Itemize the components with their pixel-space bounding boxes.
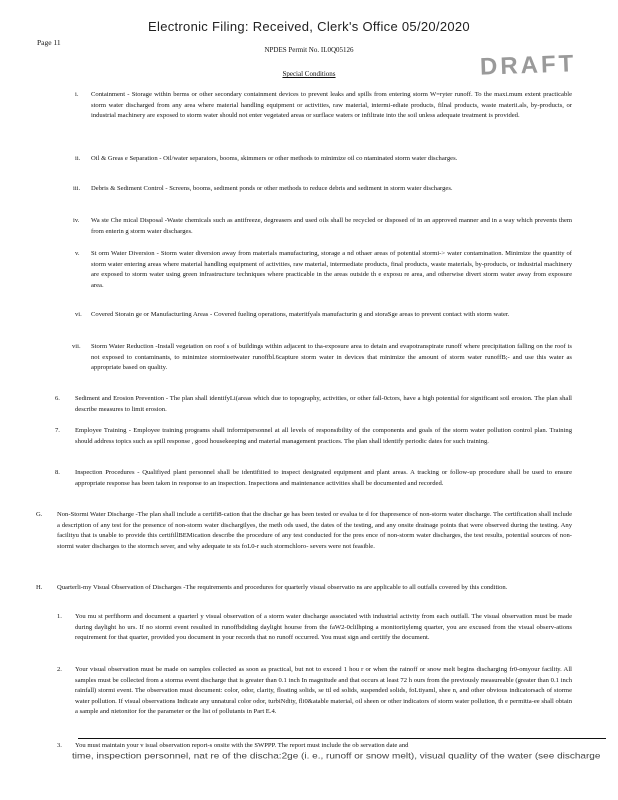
item-text: Inspection Procedures - Qualifiyed plant personnel shall be identifiiied to inspect designated equipment and plant areas. A tracking or follow-up procedure shall be used to ensure appropriate response has been taken in response to an inspection. Inspections and maintenance activities shall be documented and recorded. xyxy=(75,469,572,487)
item-label: v. xyxy=(75,250,80,257)
roman-item xyxy=(75,310,572,321)
item-text: Non-Stormi Water Discharge -The plan shall include a certifi8-cation that the dischar ge has been tested or evalua te d for thapresence of non-storm water discharge. The certification shall include a description of any test for the presence of non-storm water dischargilyes, the meth ods used, the dates of the testing, and any onsite drainage points that were observed during the testing. Any facilityu that is unable to provide this certifillBEMication describe the procedure of any test conducted for the pres ence of non-storm water discharges, the test results, potential sources of non-stormi water discharges to the stormch sever, and why adequate te sts foL0-r such stormchloro- severs were not feasible. xyxy=(57,511,572,550)
item-text: Storm Water Reduction -Install vegetation on roof s of buildings within adjacent to tha-exposure area to detain and evapotranspirate runoff where precipitation falling on the roof is not exposed to contaminants, to minimize stormioetwater runoffbl.6capture storm water in devices that minimize the amount of storm water runoffB;- and use this water as appropriate based on quality. xyxy=(91,343,572,372)
numbered-item xyxy=(55,394,572,415)
item-text: Oil & Greas e Separation - Oil/water separators, booms, skimmers or other methods to minimize oil co ntaminated storm water discharges. xyxy=(91,155,458,162)
item-text: Employee Training - Employee training programs shall informipersonnel at all levels of responsibility of the components and goals of the storm water pollution control plan. Training should address topics such as spill response , good housekeeping and material management practices. The plan shall identify periodic dates for such training. xyxy=(75,427,572,445)
item-text: You must maintain your v isual observation report-s onsite with the SWPPP. The report must include the ob servation date and xyxy=(75,742,409,749)
roman-item xyxy=(73,216,572,237)
roman-item xyxy=(72,342,572,374)
item-label: G. xyxy=(36,511,43,518)
item-text: Wa ste Che mical Disposal -Waste chemicals such as antifreeze, degreasers and used oils shall be recycled or disposed of in an approved manner and in a way which prevents them from enterin g storm water discharges. xyxy=(91,217,572,235)
item-label: 1. xyxy=(57,613,62,620)
item-text: Your visual observation must be made on samples collected as soon as practical, but not to exceed 1 hou r or when the rainoff or snow melt begins discharging fr0-omyour facility. All samples must be collected from a storma event discharge that is greater than 0.1 inch In magnitude and that occurs at least 72 h ours from the previously measureable (greater than 0.1 inch rainfall) stormi event. The observation must document: color, odor, clarity, floating solids, se ttl ed solids, suspended solids, foLtiyaml, shee n, and other obvious indicatorsach of storme water pollution. If visual observations Indicate any unnatural color odor, turbiNdity, fli0&atable material, oil sheen or other indicators of storm water pollution, th e permitta-ee shall obtain a sample and nietonitor for the parameter or the list of pollutants in Part E.4. xyxy=(75,666,572,716)
item-label: ii. xyxy=(75,155,81,162)
numbered-item xyxy=(57,741,572,752)
scan-edge-line xyxy=(78,738,606,739)
item-label: 3. xyxy=(57,742,62,749)
section-title: Special Conditions xyxy=(282,70,336,78)
section-h xyxy=(36,583,572,594)
numbered-item xyxy=(55,468,572,489)
section-g xyxy=(36,510,572,552)
item-label: iii. xyxy=(73,185,81,192)
item-text: St orm Water Diversion - Storm water diversion away from materials manufacturing, storage a nd othaer areas of potential stormi-> water contamination. Minimize the quantity of storm water entering areas where material handling equipment of activities, raw material, intermediate products, final products, waste materials, by-products, or industrial machinery are exposed to storm water using green infrastructure techniques where practicable in the areas outside th e exposu re area, and otherwise divert storm water away from exposure area. xyxy=(91,250,572,289)
item-text: Covered Storain ge or Manufacturiing Areas - Covered fueling operations, materitfyals manufacturin g and storaSge areas to prevent contact with storm water. xyxy=(91,311,510,318)
permit-number: NPDES Permit No. IL0Q05126 xyxy=(264,46,354,54)
item-label: i. xyxy=(75,91,79,98)
item-label: 6. xyxy=(55,395,60,402)
item-label: H. xyxy=(36,584,43,591)
numbered-item xyxy=(57,665,572,718)
item-label: 7. xyxy=(55,427,60,434)
filing-stamp: Electronic Filing: Received, Clerk's Office 05/20/2020 xyxy=(148,19,470,34)
item-label: 2. xyxy=(57,666,62,673)
item-text: Quarterli-my Visual Observation of Discharges -The requirements and procedures for quarterly visual observatio ns are applicable to all outfalls covered by this condition. xyxy=(57,584,508,591)
roman-item xyxy=(73,184,572,195)
numbered-item xyxy=(55,426,572,447)
item-label: vi. xyxy=(75,311,82,318)
item-label: iv. xyxy=(73,217,80,224)
roman-item xyxy=(75,154,572,165)
item-text: Sediment and Erosion Prevention - The plan shall identifyLi(areas which due to topography, activities, or other fall-0ctors, have a high potential for significant soil erosion. The plan shall describe measures to limit erosion. xyxy=(75,395,572,413)
item-label: 8. xyxy=(55,469,60,476)
item-text: Containment - Storage within berms or other secondary containment devices to prevent leaks and spills from entering storm W=ryter runoff. To the maxi.mum extent practicable storm water discharged from any area where material handling equipment or activities, raw material, intermi-ediate products, filnal products, waste materii.als, by-products, or industrial machinery are exposed to storm water should not enter vegetated areas or surflace waters or infiltrate into the soil unless adequate treatment is provided. xyxy=(91,91,572,120)
roman-item xyxy=(75,249,572,291)
page-number: Page 11 xyxy=(37,38,61,47)
numbered-item xyxy=(57,612,572,644)
roman-item xyxy=(75,90,572,122)
item-text: Debris & Sediment Control - Screens, booms, sediment ponds or other methods to reduce debris and sediment in storm water discharges. xyxy=(91,185,453,192)
item-label: vii. xyxy=(72,343,81,350)
item-text: You mu st perfihorm and document a quarterl y visual observation of a storm water discharge associated with industrial activity from each outfall. The visual observation must be made during daylight ho urs. If no stormi event resulted in runoffbdiding daylight hourse from the faW2-0clilhping a monitoriiylemg quarter, you are excused from the visual observ-ations requirement for that quarter, provided you document in your records that no runoff occurred. You must sign and certiify the document. xyxy=(75,613,572,642)
cutoff-text-line: time, inspection personnel, nat re of the discha:2ge (i. e., runoff or snow melt), visual quality of the water (see discharge xyxy=(72,752,601,761)
draft-watermark: DRAFT xyxy=(479,50,577,81)
